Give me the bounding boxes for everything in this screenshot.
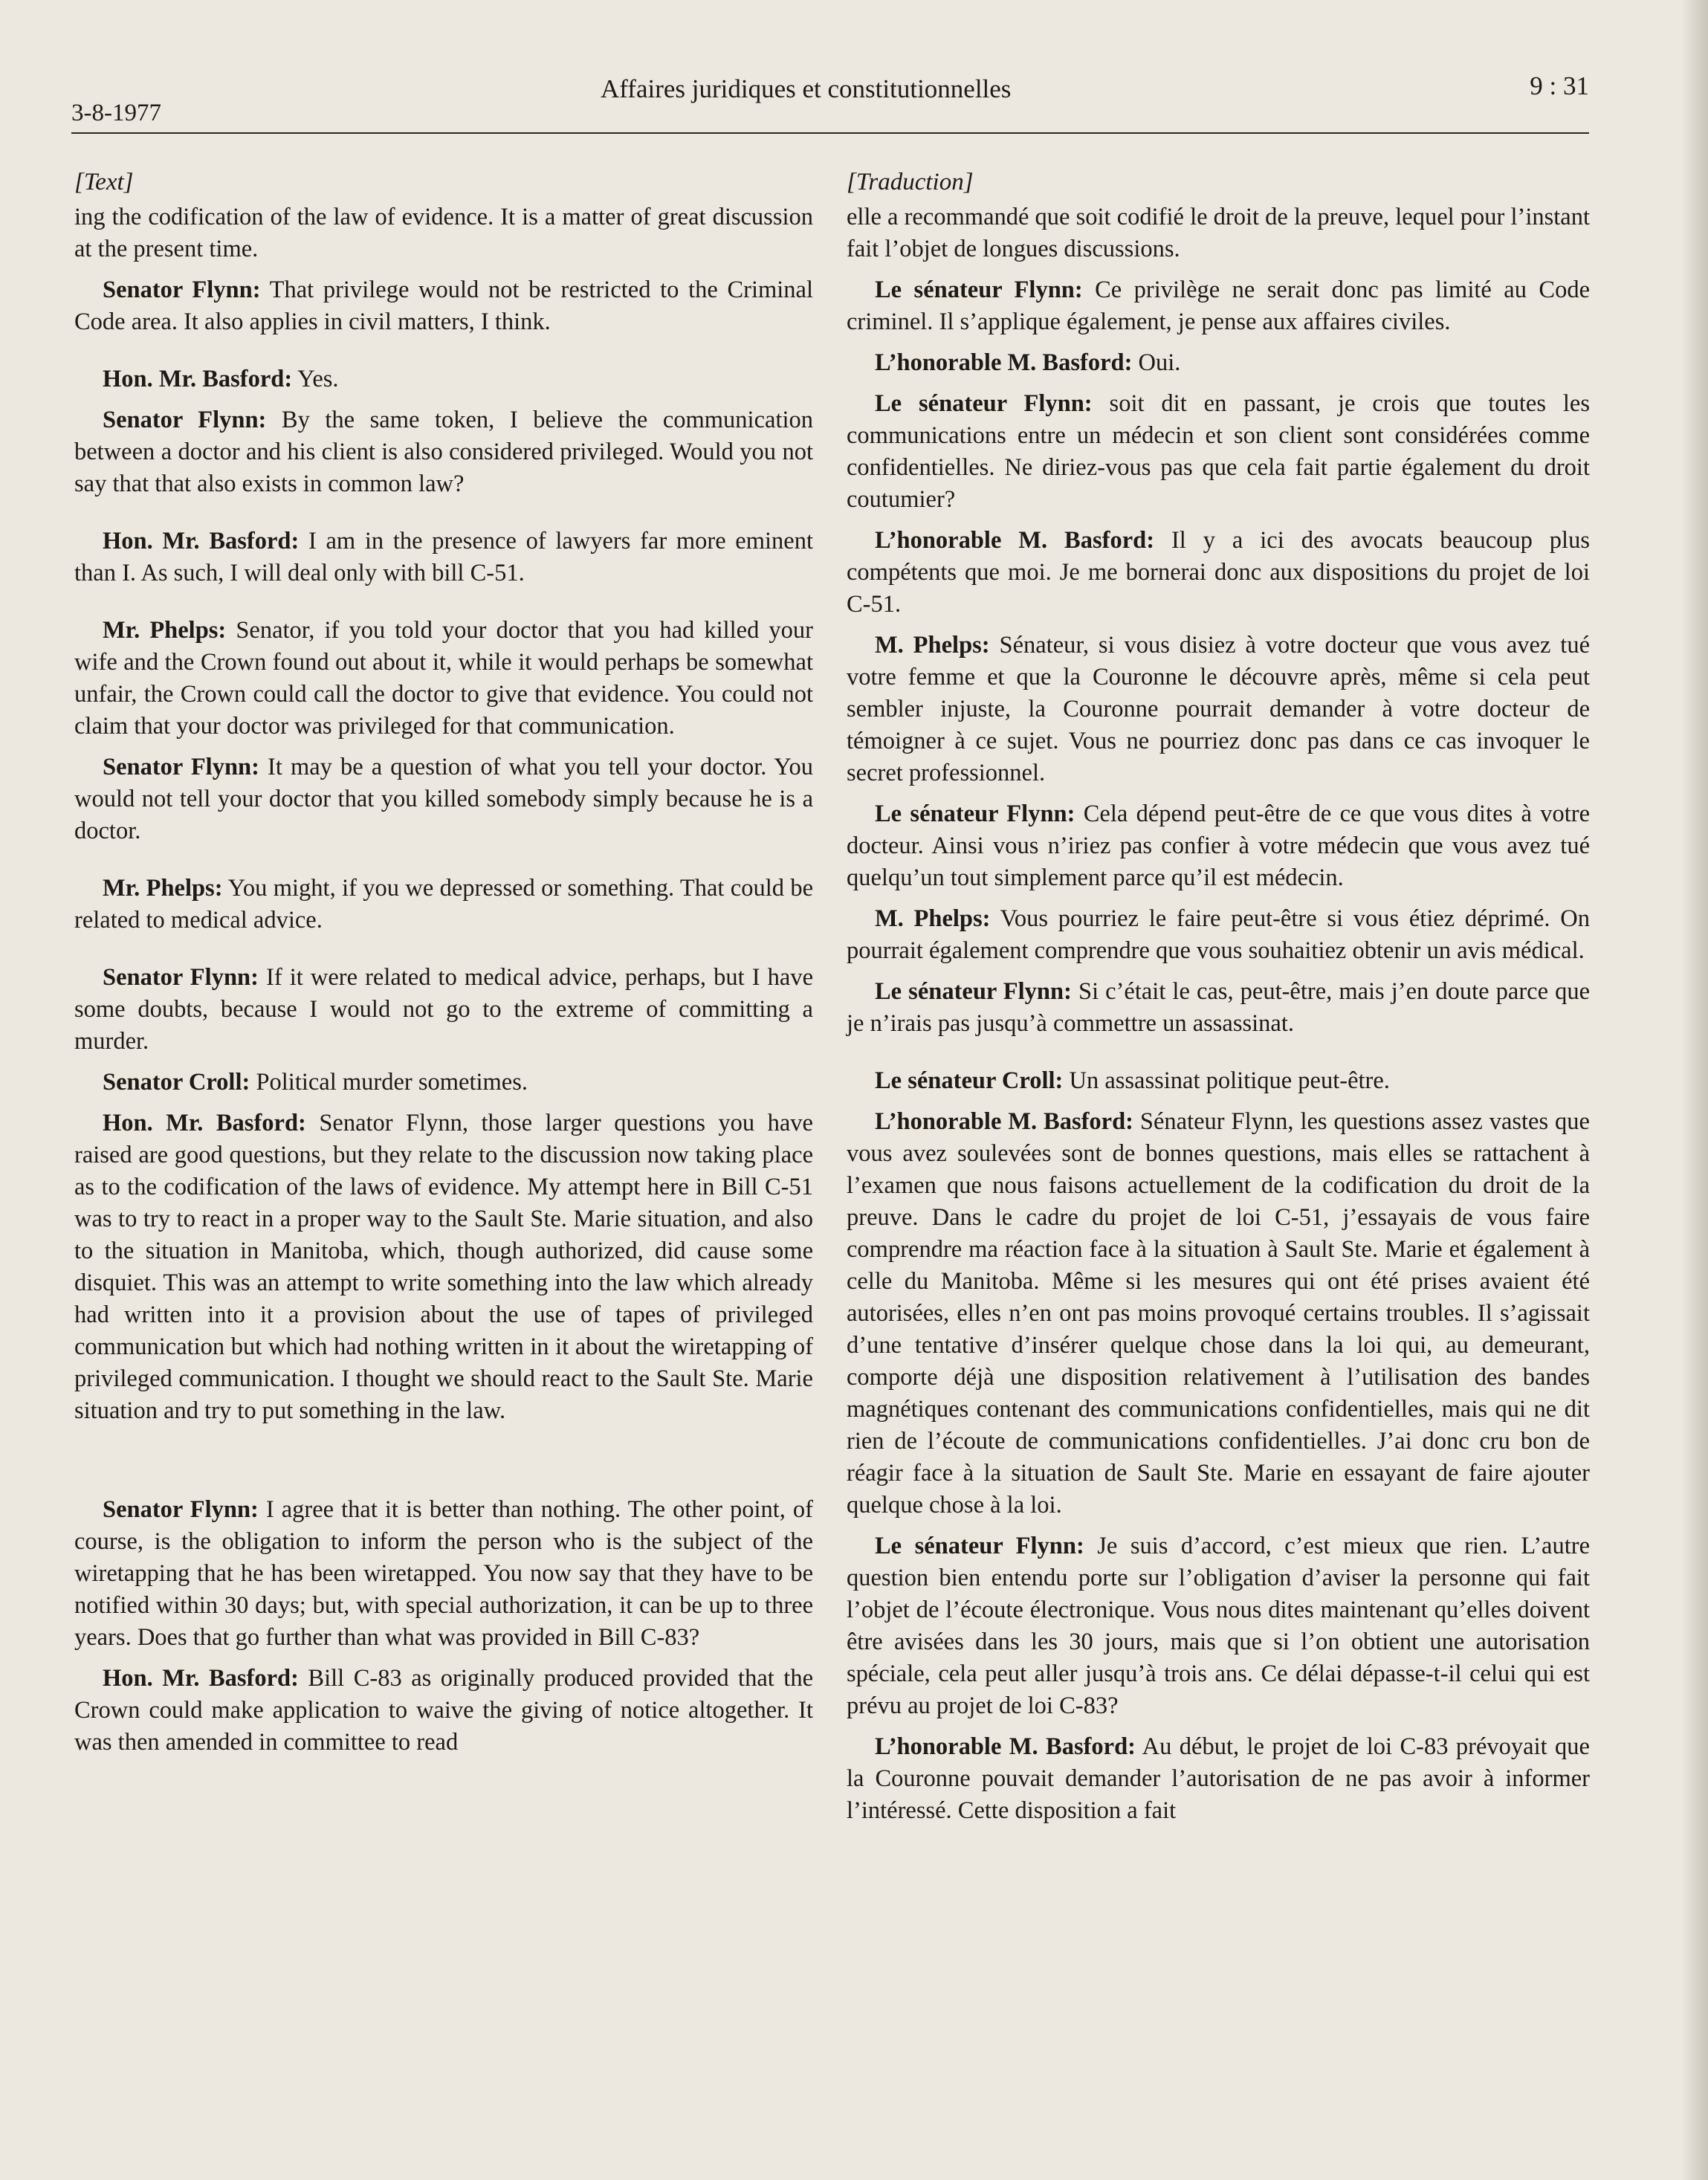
- paragraph: [847, 976, 1590, 1040]
- speech: Un assassinat politique peut-être.: [1063, 1067, 1390, 1094]
- paragraph: [847, 1530, 1590, 1722]
- speech: Au début, le projet de loi C-83 prévoyait que la Couronne pouvait demander l’autorisation de ne pas avoir à informer l’intéressé. Cette disposition a fait: [847, 1733, 1590, 1824]
- speaker: Le sénateur Croll:: [875, 1067, 1064, 1094]
- header-rule: [71, 132, 1589, 134]
- speaker: Senator Flynn:: [103, 1496, 259, 1523]
- paragraph: [74, 525, 813, 589]
- paragraph: [847, 630, 1590, 789]
- speech: Senator Flynn, those larger questions you have raised are good questions, but they relate to the discussion now taking place as to the codification of the laws of evidence. My attempt here in Bill C-51 was to try to react in a proper way to the Sault Ste. Marie situation, and also to the situation in Manitoba, which, though authorized, did cause some disquiet. This was an attempt to write something into the law which already had written into it a provision about the use of tapes of privileged communication but which had nothing written in it about the wiretapping of privileged communication. I thought we should react to the Sault Ste. Marie situation and try to put something in the law.: [74, 1110, 813, 1424]
- speaker: Le sénateur Flynn:: [875, 390, 1093, 417]
- paragraph: [74, 1494, 813, 1654]
- speech: Si c’était le cas, peut-être, mais j’en doute parce que je n’irais pas jusqu’à commettre un assassinat.: [847, 978, 1590, 1037]
- paragraph: [847, 347, 1590, 379]
- header-page-number: 9 : 31: [1530, 71, 1589, 100]
- speech: Sénateur Flynn, les questions assez vastes que vous avez soulevées sont de bonnes questions, mais elles se rattachent à l’examen que nous faisons actuellement de la codification du droit de la preuve. Dans le cadre du projet de loi C-51, j’essayais de vous faire comprendre ma réaction face à la situation à Sault Ste. Marie et également à celle du Manitoba. Même si les mesures qui ont été prises avaient été autorisées, elles n’en ont pas moins provoqué certains troubles. Il s’agissait d’une tentative d’insérer quelque chose dans la loi qui, au demeurant, comporte déjà une disposition relativement à l’utilisation des bandes magnétiques contenant des communications confidentielles, mais qui ne dit rien de l’écoute de communications confidentielles. J’ai donc cru bon de réagir face à la situation de Sault Ste. Marie en essayant de faire ajouter quelque chose à la loi.: [847, 1108, 1590, 1518]
- speech: Political murder sometimes.: [250, 1069, 528, 1096]
- speech: soit dit en passant, je crois que toutes les communications entre un médecin et son client sont considérées comme confidentielles. Ne diriez-vous pas que cela fait partie également du droit coutumier?: [847, 390, 1591, 513]
- paragraph: [74, 1663, 813, 1759]
- speaker: Senator Croll:: [103, 1069, 250, 1096]
- header-title: Affaires juridiques et constitutionnelles: [601, 74, 1012, 103]
- speech: Bill C-83 as originally produced provided that the Crown could make application to waive the giving of notice altogether. It was then amended in committee to read: [74, 1665, 813, 1756]
- speaker: L’honorable M. Basford:: [875, 1733, 1136, 1760]
- paragraph: [847, 903, 1590, 967]
- speaker: M. Phelps:: [875, 905, 991, 932]
- paragraph: [74, 363, 813, 395]
- speaker: M. Phelps:: [875, 632, 990, 659]
- speech: Senator, if you told your doctor that you had killed your wife and the Crown found out about it, while it would perhaps be somewhat unfair, the Crown could call the doctor to give that evidence. You could not claim that your doctor was privileged for that communication.: [74, 617, 813, 740]
- page-edge-shadow: [1681, 0, 1708, 2180]
- speaker: L’honorable M. Basford:: [875, 527, 1155, 554]
- translation-tag: [Traduction]: [847, 169, 974, 195]
- speech: That privilege would not be restricted to the Criminal Code area. It also applies in civil matters, I think.: [74, 276, 814, 335]
- header-date: 3-8-1977: [71, 100, 161, 126]
- speaker: Hon. Mr. Basford:: [103, 1110, 306, 1136]
- speech: You might, if you we depressed or something. That could be related to medical advice.: [74, 875, 814, 934]
- speech: Vous pourriez le faire peut-être si vous étiez déprimé. On pourrait également comprendre que vous souhaitiez obtenir un avis médical.: [847, 905, 1590, 964]
- paragraph: [847, 1065, 1590, 1097]
- paragraph: [847, 798, 1590, 894]
- paragraph: [74, 404, 813, 500]
- speaker: Hon. Mr. Basford:: [103, 1665, 299, 1692]
- paragraph: [847, 1731, 1590, 1827]
- paragraph: [74, 962, 813, 1058]
- french-column: [847, 166, 1590, 1836]
- speech: Je suis d’accord, c’est mieux que rien. L’autre question bien entendu porte sur l’obligation d’aviser la personne qui fait l’objet de l’écoute électronique. Vous nous dites maintenant qu’elles doivent être avisées dans les 30 jours, mais que si l’on obtient une autorisation spéciale, cela peut aller jusqu’à trois ans. Ce délai dépasse-t-il celui qui est prévu au projet de loi C-83?: [847, 1533, 1591, 1719]
- speaker: Senator Flynn:: [103, 276, 261, 303]
- speaker: L’honorable M. Basford:: [875, 1108, 1133, 1135]
- paragraph: [74, 615, 813, 743]
- speaker: Le sénateur Flynn:: [875, 276, 1083, 303]
- speaker: Le sénateur Flynn:: [875, 978, 1072, 1005]
- speaker: Senator Flynn:: [103, 754, 259, 780]
- speech: By the same token, I believe the communication between a doctor and his client is also considered privileged. Would you not say that that also exists in common law?: [74, 407, 813, 497]
- speech: Ce privilège ne serait donc pas limité au Code criminel. Il s’applique également, je pense aux affaires civiles.: [847, 276, 1590, 335]
- paragraph: [847, 274, 1590, 338]
- speech: Sénateur, si vous disiez à votre docteur que vous avez tué votre femme et que la Couronne le découvre après, même si cela peut sembler injuste, la Couronne pourrait demander à votre docteur de témoigner à ce sujet. Vous ne pourriez donc pas dans ce cas invoquer le secret professionnel.: [847, 632, 1590, 786]
- speech: Cela dépend peut-être de ce que vous dites à votre docteur. Ainsi vous n’iriez pas confier à votre médecin que vous avez tué quelqu’un tout simplement parce qu’il est médecin.: [847, 800, 1590, 891]
- speaker: Mr. Phelps:: [103, 875, 223, 902]
- speaker: Senator Flynn:: [103, 407, 267, 433]
- speaker: Senator Flynn:: [103, 964, 259, 991]
- speaker: Hon. Mr. Basford:: [103, 528, 300, 554]
- speaker: Mr. Phelps:: [103, 617, 227, 644]
- speaker: Hon. Mr. Basford:: [103, 366, 293, 392]
- paragraph: elle a recommandé que soit codifié le droit de la preuve, lequel pour l’instant fait l’objet de longues discussions.: [847, 204, 1590, 262]
- text-tag: [Text]: [74, 169, 134, 195]
- speech: If it were related to medical advice, perhaps, but I have some doubts, because I would not go to the extreme of committing a murder.: [74, 964, 813, 1055]
- page-header: [71, 68, 1589, 134]
- speaker: L’honorable M. Basford:: [875, 349, 1133, 376]
- speaker: Le sénateur Flynn:: [875, 800, 1075, 827]
- english-column: [74, 166, 813, 1767]
- paragraph: [74, 1067, 813, 1099]
- speech: I agree that it is better than nothing. The other point, of course, is the obligation to inform the person who is the subject of the wiretapping that he has been wiretapped. You now say that they have to be notified within 30 days; but, with special authorization, it can be up to three years. Does that go further than what was provided in Bill C-83?: [74, 1496, 813, 1651]
- paragraph: [74, 274, 813, 338]
- speaker: Le sénateur Flynn:: [875, 1533, 1084, 1559]
- paragraph: ing the codification of the law of evidence. It is a matter of great discussion at the present time.: [74, 204, 813, 262]
- speech: I am in the presence of lawyers far more eminent than I. As such, I will deal only with bill C-51.: [74, 528, 813, 586]
- paragraph: [74, 1107, 813, 1427]
- paragraph: [847, 525, 1590, 621]
- speech: Oui.: [1132, 349, 1181, 376]
- paragraph: [74, 751, 813, 847]
- paragraph: [847, 1106, 1590, 1521]
- speech: It may be a question of what you tell your doctor. You would not tell your doctor that you killed somebody simply because he is a doctor.: [74, 754, 813, 844]
- paragraph: [847, 388, 1590, 516]
- speech: Il y a ici des avocats beaucoup plus compétents que moi. Je me bornerai donc aux dispositions du projet de loi C-51.: [847, 527, 1590, 618]
- speech: Yes.: [292, 366, 339, 392]
- paragraph: [74, 873, 813, 937]
